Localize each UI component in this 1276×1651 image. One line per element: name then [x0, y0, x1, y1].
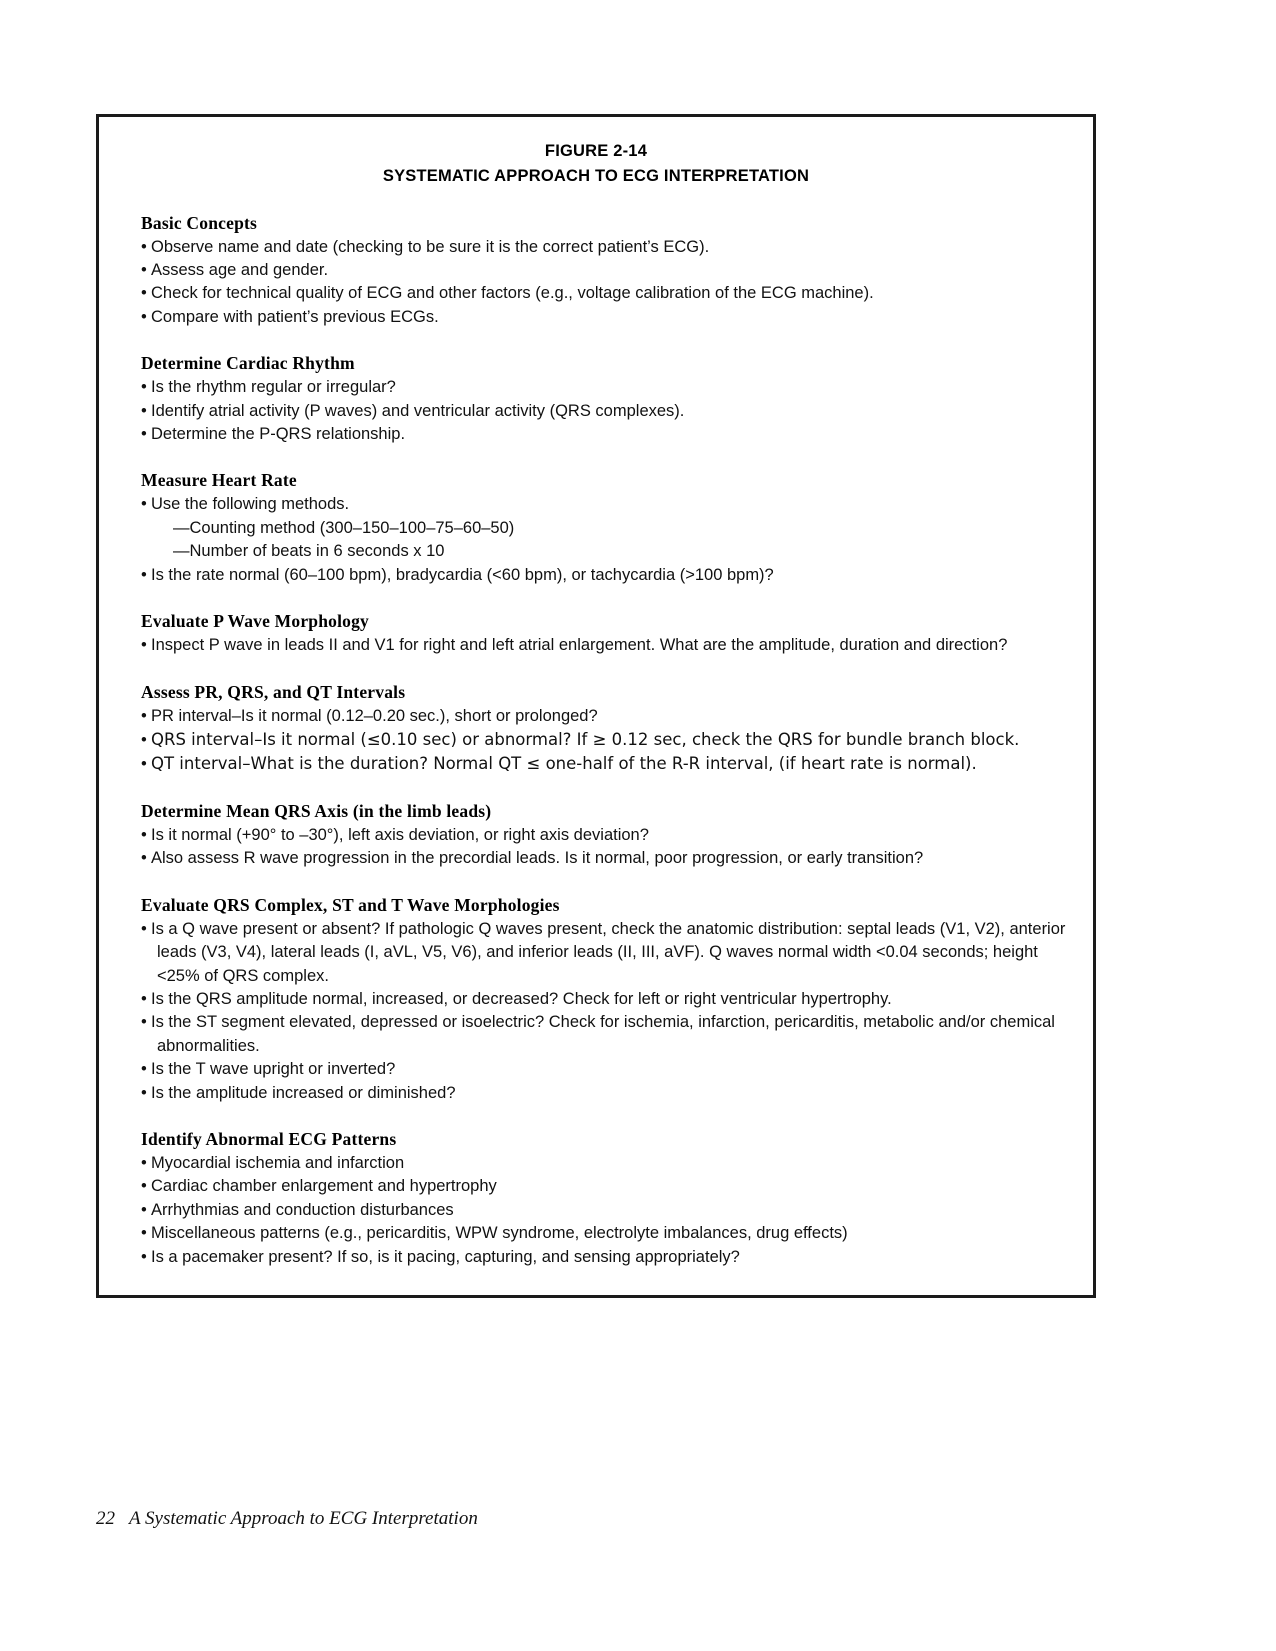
list-item — [141, 236, 1067, 259]
bullet-icon: • — [141, 730, 147, 749]
list-item-text: Observe name and date (checking to be sure it is the correct patient’s ECG). — [151, 237, 710, 256]
bullet-icon: • — [141, 636, 147, 655]
list-item — [141, 1058, 1067, 1081]
section-heading: Assess PR, QRS, and QT Intervals — [141, 681, 406, 702]
list-item — [141, 1222, 1067, 1245]
bullet-icon: • — [141, 1154, 147, 1173]
list-item — [141, 400, 1067, 423]
list-item — [141, 918, 1067, 988]
list-item — [141, 306, 1067, 329]
bullet-icon: • — [141, 307, 147, 326]
bullet-icon: • — [141, 706, 147, 725]
section-evaluate-qrs-st-t — [125, 895, 1067, 1105]
list-item — [141, 752, 1067, 776]
list-item-text: QT interval–What is the duration? Normal QT ≤ one-half of the R-R interval, (if heart rate is normal). — [151, 754, 977, 774]
list-item-text: Assess age and gender. — [151, 260, 329, 279]
list-item-text: Use the following methods. — [151, 495, 350, 514]
list-item — [141, 1082, 1067, 1105]
bullet-icon: • — [141, 849, 147, 868]
sub-list-item: —Number of beats in 6 seconds x 10 — [173, 542, 445, 561]
list-item — [141, 728, 1067, 752]
list-item-text: Is the ST segment elevated, depressed or isoelectric? Check for ischemia, infarction, pericarditis, metabolic and/or chemical abnormalities. — [151, 1013, 1055, 1055]
list-item — [141, 493, 1067, 516]
section-heading: Evaluate QRS Complex, ST and T Wave Morphologies — [141, 894, 560, 915]
list-item-text: Is the rhythm regular or irregular? — [151, 378, 396, 397]
bullet-icon: • — [141, 495, 147, 514]
list-item-text: Cardiac chamber enlargement and hypertrophy — [151, 1177, 497, 1196]
list-item-text: Also assess R wave progression in the precordial leads. Is it normal, poor progression, or early transition? — [151, 849, 924, 868]
section-measure-heart-rate — [125, 470, 1067, 587]
bullet-icon: • — [141, 378, 147, 397]
section-heading: Determine Cardiac Rhythm — [141, 353, 355, 374]
section-heading: Measure Heart Rate — [141, 470, 297, 491]
list-item — [141, 282, 1067, 305]
bullet-icon: • — [141, 1200, 147, 1219]
list-item — [141, 423, 1067, 446]
list-item-text: Miscellaneous patterns (e.g., pericarditis, WPW syndrome, electrolyte imbalances, drug effects) — [151, 1224, 848, 1243]
bullet-icon: • — [141, 919, 147, 938]
list-item-text: Inspect P wave in leads II and V1 for right and left atrial enlargement. What are the amplitude, duration and direction? — [151, 636, 1008, 655]
figure-title — [125, 139, 1067, 189]
footer-chapter-title: A Systematic Approach to ECG Interpretation — [129, 1508, 478, 1529]
section-heading: Basic Concepts — [141, 212, 258, 233]
list-item — [141, 1175, 1067, 1198]
list-item — [141, 824, 1067, 847]
bullet-icon: • — [141, 237, 147, 256]
section-heading: Evaluate P Wave Morphology — [141, 611, 370, 632]
list-item-text: Identify atrial activity (P waves) and ventricular activity (QRS complexes). — [151, 401, 685, 420]
bullet-icon: • — [141, 755, 147, 774]
list-item-text: Determine the P-QRS relationship. — [151, 425, 406, 444]
list-item-text: PR interval–Is it normal (0.12–0.20 sec.), short or prolonged? — [151, 706, 598, 725]
list-item — [141, 376, 1067, 399]
bullet-icon: • — [141, 565, 147, 584]
section-basic-concepts — [125, 213, 1067, 330]
figure-title-line2: SYSTEMATIC APPROACH TO ECG INTERPRETATION — [382, 166, 810, 185]
bullet-icon: • — [141, 284, 147, 303]
figure-box — [96, 114, 1096, 1298]
figure-title-line1: FIGURE 2-14 — [544, 142, 648, 160]
section-assess-intervals — [125, 682, 1067, 777]
page-number: 22 — [96, 1508, 115, 1529]
list-item-text: Arrhythmias and conduction disturbances — [151, 1200, 454, 1219]
list-item — [141, 847, 1067, 870]
list-item-text: Is it normal (+90° to –30°), left axis deviation, or right axis deviation? — [151, 825, 649, 844]
list-item-text: Is the T wave upright or inverted? — [151, 1060, 396, 1079]
bullet-icon: • — [141, 989, 147, 1008]
bullet-icon: • — [141, 260, 147, 279]
list-item-text: Myocardial ischemia and infarction — [151, 1154, 405, 1173]
bullet-icon: • — [141, 1083, 147, 1102]
section-determine-mean-qrs-axis — [125, 801, 1067, 871]
bullet-icon: • — [141, 1247, 147, 1266]
bullet-icon: • — [141, 1177, 147, 1196]
list-item — [141, 1011, 1067, 1058]
list-item — [141, 634, 1067, 657]
sub-list-item: —Counting method (300–150–100–75–60–50) — [173, 518, 515, 537]
page-footer — [96, 1508, 478, 1530]
bullet-icon: • — [141, 425, 147, 444]
list-item-text: Check for technical quality of ECG and other factors (e.g., voltage calibration of the ECG machine). — [151, 284, 874, 303]
list-item-text: QRS interval–Is it normal (≤0.10 sec) or abnormal? If ≥ 0.12 sec, check the QRS for bundle branch block. — [151, 729, 1020, 749]
section-determine-cardiac-rhythm — [125, 353, 1067, 446]
list-item — [141, 1199, 1067, 1222]
bullet-icon: • — [141, 401, 147, 420]
list-item — [141, 705, 1067, 728]
section-evaluate-p-wave-morphology — [125, 611, 1067, 657]
list-item — [141, 1246, 1067, 1269]
bullet-icon: • — [141, 1013, 147, 1032]
list-item-text: Is a Q wave present or absent? If pathologic Q waves present, check the anatomic distribution: septal leads (V1, V2), anterior leads (V3, V4), lateral leads (I, aVL, V5, V6), and inferior leads (II, III, aVF). Q waves normal width <0.04 seconds; height <25% of QRS complex. — [151, 919, 1066, 985]
section-heading: Determine Mean QRS Axis (in the limb leads) — [141, 800, 492, 821]
section-identify-abnormal-ecg-patterns — [125, 1129, 1067, 1269]
section-heading: Identify Abnormal ECG Patterns — [141, 1129, 397, 1150]
bullet-icon: • — [141, 825, 147, 844]
list-item-text: Is the amplitude increased or diminished? — [151, 1083, 456, 1102]
bullet-icon: • — [141, 1060, 147, 1079]
list-item — [141, 259, 1067, 282]
list-item — [141, 988, 1067, 1011]
bullet-icon: • — [141, 1224, 147, 1243]
list-item-text: Is the rate normal (60–100 bpm), bradycardia (<60 bpm), or tachycardia (>100 bpm)? — [151, 565, 774, 584]
list-item — [141, 564, 1067, 587]
list-item-text: Is the QRS amplitude normal, increased, or decreased? Check for left or right ventricular hypertrophy. — [151, 989, 892, 1008]
list-item — [141, 1152, 1067, 1175]
list-item-text: Compare with patient’s previous ECGs. — [151, 307, 439, 326]
list-item-text: Is a pacemaker present? If so, is it pacing, capturing, and sensing appropriately? — [151, 1247, 740, 1266]
